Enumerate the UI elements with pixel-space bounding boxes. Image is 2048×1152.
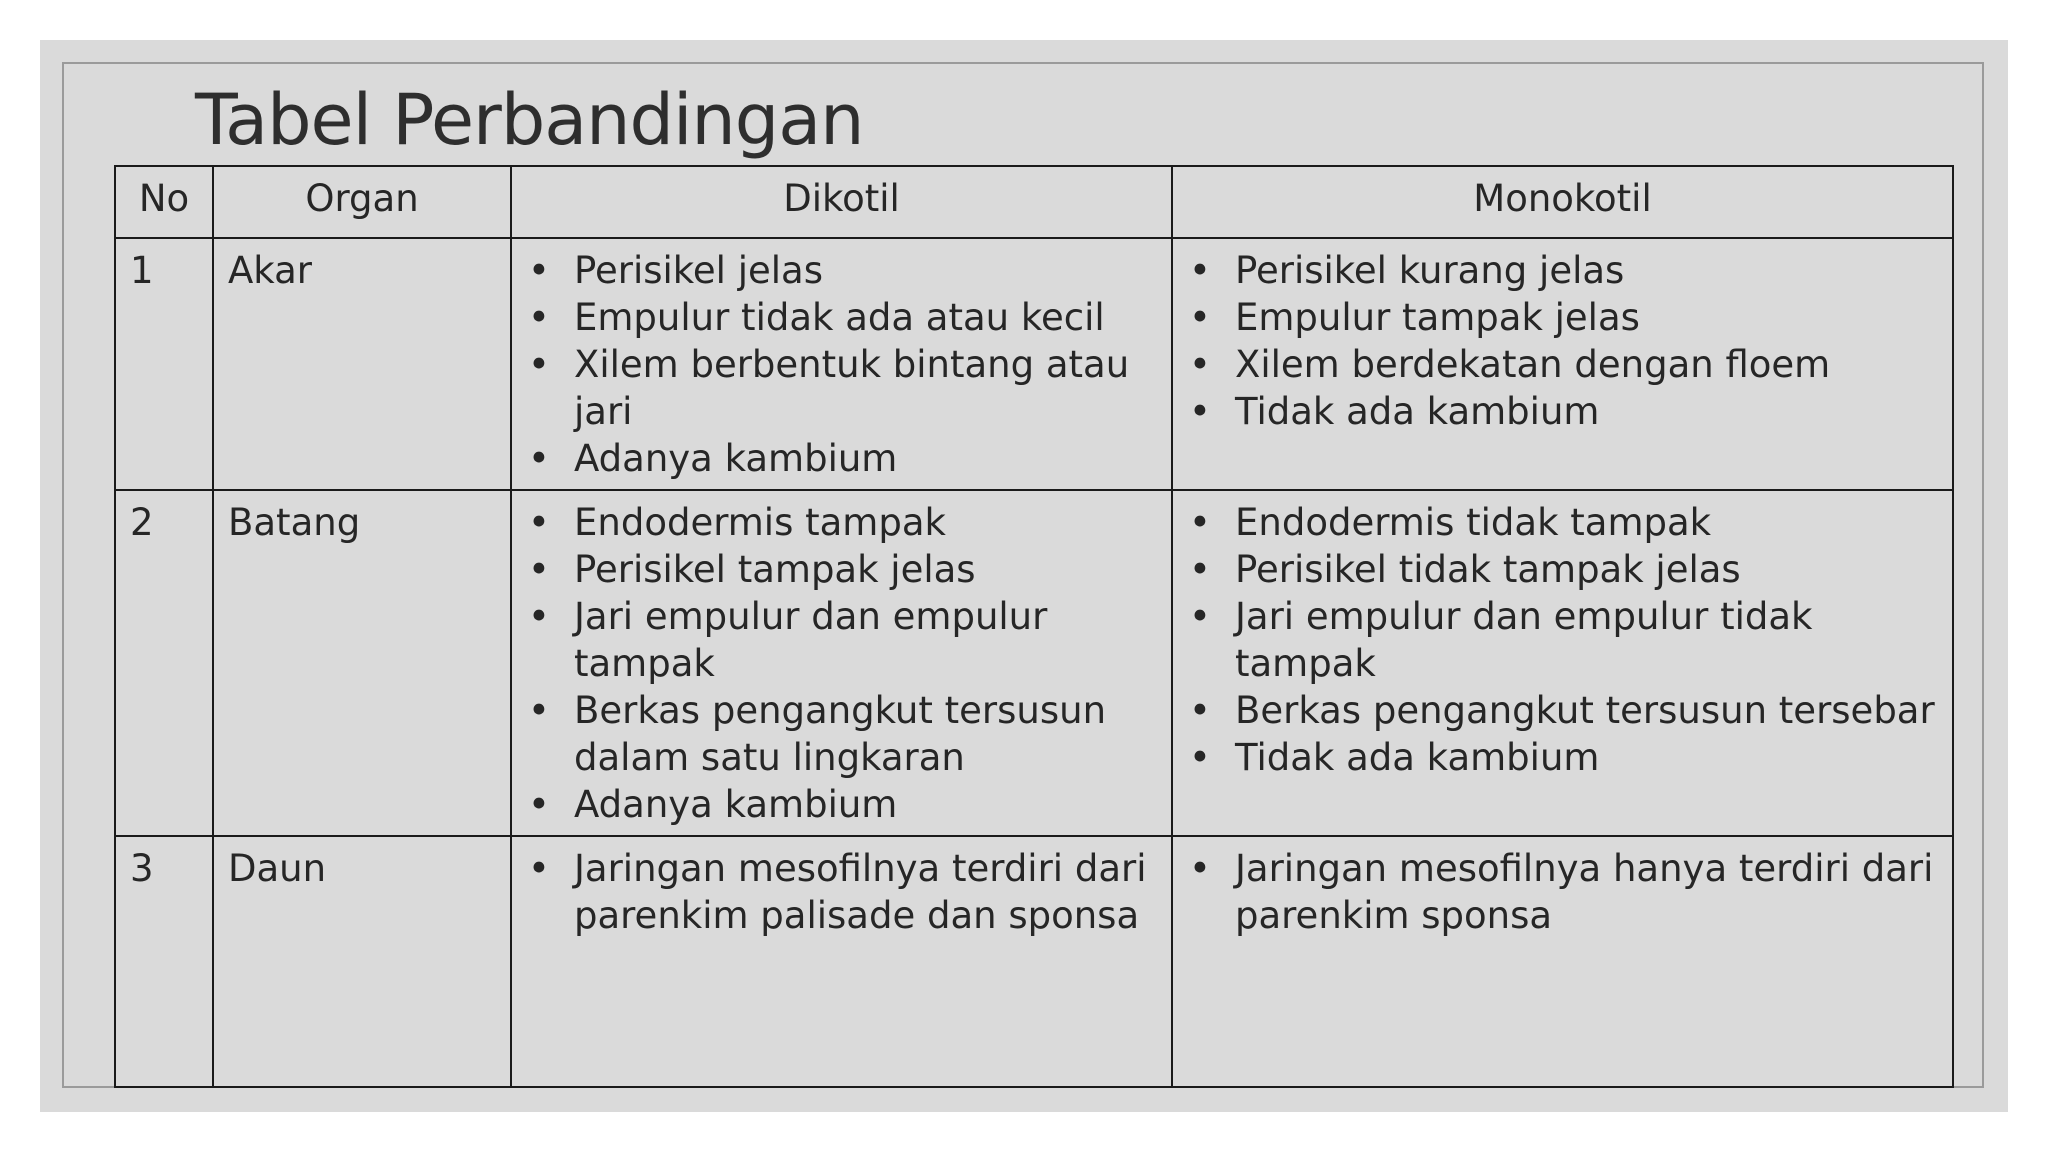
list-item: • Perisikel tampak jelas xyxy=(526,546,1157,593)
table-row xyxy=(115,238,1953,490)
table-row xyxy=(115,490,1953,836)
list-item: • Empulur tidak ada atau kecil xyxy=(526,294,1157,341)
table-row xyxy=(115,836,1953,1087)
list-item: • Berkas pengangkut tersusun dalam satu lingkaran xyxy=(526,687,1157,781)
dikotil-cell xyxy=(511,836,1172,1087)
list-item: • Adanya kambium xyxy=(526,781,1157,828)
monokotil-cell xyxy=(1172,836,1953,1087)
list-item: • Tidak ada kambium xyxy=(1187,734,1938,781)
slide xyxy=(40,40,2008,1112)
list-item: • Perisikel tidak tampak jelas xyxy=(1187,546,1938,593)
list-item: • Jari empulur dan empulur tidak tampak xyxy=(1187,593,1938,687)
header-dikotil: Dikotil xyxy=(511,166,1172,238)
dikotil-cell xyxy=(511,238,1172,490)
list-item: • Jari empulur dan empulur tampak xyxy=(526,593,1157,687)
list-item: • Tidak ada kambium xyxy=(1187,388,1938,435)
dikotil-cell xyxy=(511,490,1172,836)
list-item: • Xilem berdekatan dengan floem xyxy=(1187,341,1938,388)
list-item: • Endodermis tampak xyxy=(526,499,1157,546)
monokotil-cell xyxy=(1172,238,1953,490)
organ-cell: Batang xyxy=(213,490,511,836)
row-number: 2 xyxy=(115,490,213,836)
list-item: • Perisikel kurang jelas xyxy=(1187,247,1938,294)
list-item: • Jaringan mesofilnya terdiri dari parenkim palisade dan sponsa xyxy=(526,845,1157,939)
header-no: No xyxy=(115,166,213,238)
list-item: • Adanya kambium xyxy=(526,435,1157,482)
list-item: • Endodermis tidak tampak xyxy=(1187,499,1938,546)
monokotil-cell xyxy=(1172,490,1953,836)
organ-cell: Akar xyxy=(213,238,511,490)
list-item: • Perisikel jelas xyxy=(526,247,1157,294)
table-header-row xyxy=(115,166,1953,238)
list-item: • Jaringan mesofilnya hanya terdiri dari parenkim sponsa xyxy=(1187,845,1938,939)
comparison-table xyxy=(114,165,1954,1088)
list-item: • Xilem berbentuk bintang atau jari xyxy=(526,341,1157,435)
row-number: 1 xyxy=(115,238,213,490)
row-number: 3 xyxy=(115,836,213,1087)
page-title: Tabel Perbandingan xyxy=(195,79,864,161)
list-item: • Empulur tampak jelas xyxy=(1187,294,1938,341)
organ-cell: Daun xyxy=(213,836,511,1087)
header-monokotil: Monokotil xyxy=(1172,166,1953,238)
list-item: • Berkas pengangkut tersusun tersebar xyxy=(1187,687,1938,734)
header-organ: Organ xyxy=(213,166,511,238)
